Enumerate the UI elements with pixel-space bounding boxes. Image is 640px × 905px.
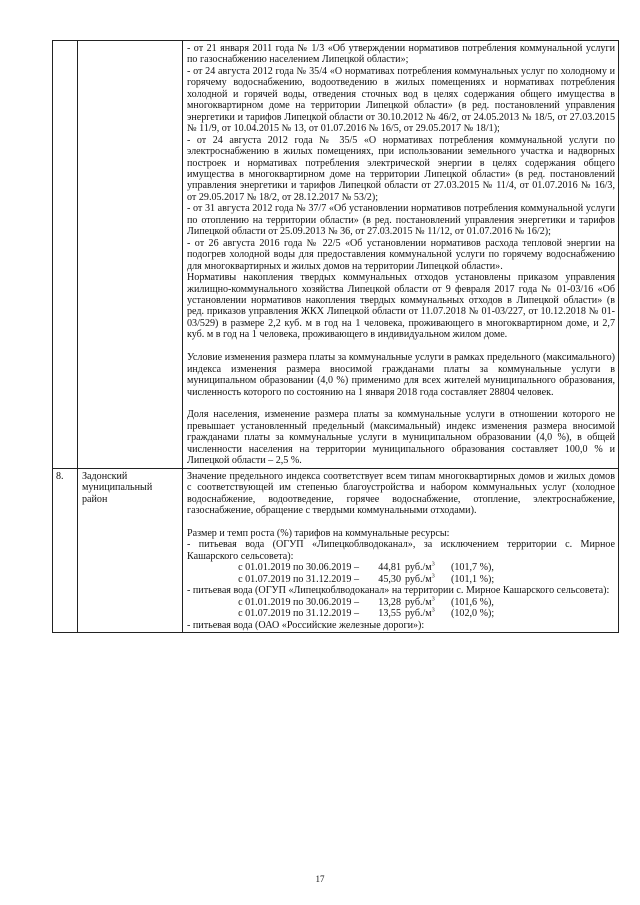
municipality-name-cell xyxy=(78,468,183,632)
rate-growth: (101,7 %), xyxy=(451,562,494,574)
tariff-rate-row xyxy=(187,608,615,619)
population-share-paragraph: Доля населения, изменение размера платы за коммунальные услуги в отношении которого не превышает установленный предельный (максимальный) индекс изменения размера вносимой гражданами платы за коммунальные услуги в муниципальном образовании (4,0 %), в общей численности населения на территории муниципального образования составляет 100,0 % и Липецкой области – 2,5 %. xyxy=(187,409,615,467)
regulation-item: - от 24 августа 2012 года № 35/5 «О нормативах потребления коммунальной услуги по электроснабжению в жилых помещениях, при использовании земельного участка и надворных построек и нормативах потребления электрической энергии в целях содержания общего имущества в многоквартирном доме на территории Липецкой области» (в ред. постановлений управления энергетики и тарифов Липецкой области от 27.03.2015 № 11/4, от 01.07.2016 № 16/3, от 29.05.2017 № 18/2, от 28.12.2017 № 53/2); xyxy=(187,134,615,203)
row-number-cell xyxy=(53,41,78,469)
table-row xyxy=(53,41,619,469)
waste-norms-paragraph: Нормативы накопления твердых коммунальных отходов установлены приказом управления жилищно-коммунального хозяйства Липецкой области от 9 февраля 2017 года № 01-03/16 «Об установлении нормативов накопления твердых коммунальных отходов в Липецкой области» (в ред. приказов управления ЖКХ Липецкой области от 11.07.2018 № 01-03/227, от 10.12.2018 № 01-03/529) в размере 2,2 куб. м в год на 1 человека, проживающего в многоквартирном доме, и 2,7 куб. м в год на 1 человека, проживающего в индивидуальном жилом доме. xyxy=(187,272,615,341)
rate-unit: $руб./м^3$ xyxy=(405,607,435,620)
rate-unit: $руб./м^3$ xyxy=(405,596,435,608)
rate-period: с 01.07.2019 по 31.12.2019 – xyxy=(238,573,359,585)
rate-unit: $руб./м^3$ xyxy=(405,573,435,585)
tariff-group-label: - питьевая вода (ОГУП «Липецкоблводоканал» на территории с. Мирное Кашарского сельсовета): xyxy=(187,585,610,597)
rate-value: 45,30 xyxy=(378,573,401,585)
description-cell xyxy=(183,41,619,469)
tariff-rate-row xyxy=(187,597,615,608)
rate-growth: (102,0 %); xyxy=(451,608,495,620)
tariff-rate-row xyxy=(187,562,615,573)
index-intro-paragraph: Значение предельного индекса соответствует всем типам многоквартирных домов и жилых домов с соответствующей им степенью благоустройства и набором коммунальных услуг (холодное водоснабжение, водоотведение, горячее водоснабжение, отопление, электроснабжение, газоснабжение, обращение с твердыми коммунальными отходами). xyxy=(187,470,615,517)
municipality-name: Задонский муниципальный район xyxy=(82,470,153,505)
description-text xyxy=(183,469,618,632)
rate-unit: $руб./м^3$ xyxy=(405,561,435,574)
rate-value: 13,55 xyxy=(378,608,401,620)
municipality-name-cell xyxy=(78,41,183,469)
page-number: 17 xyxy=(315,874,325,884)
rate-value: 44,81 xyxy=(378,562,401,574)
rate-period: с 01.07.2019 по 31.12.2019 – xyxy=(238,608,359,620)
tariff-group-label: - питьевая вода (ОГУП «Липецкоблводоканал», за исключением территории с. Мирное Кашарского сельсовета): xyxy=(187,539,615,562)
municipal-table xyxy=(52,40,619,633)
rate-growth: (101,1 %); xyxy=(451,573,495,585)
row-number: 8. xyxy=(56,470,64,482)
regulation-item: - от 24 августа 2012 года № 35/4 «О нормативах потребления коммунальных услуг по холодному и горячему водоснабжению, водоотведению в жилых помещениях и нормативах потребления холодной и горячей воды, отведения сточных вод в целях содержания общего имущества в многоквартирном доме на территории Липецкой области» (в ред. постановлений управления энергетики и тарифов Липецкой области от 30.10.2012 № 46/2, от 24.05.2013 № 18/5, от 27.03.2015 № 11/9, от 10.04.2015 № 13, от 01.07.2016 № 16/5, от 29.05.2017 № 18/1); xyxy=(187,65,615,135)
regulation-item: - от 26 августа 2016 года № 22/5 «Об установлении нормативов расхода тепловой энергии на подогрев холодной воды для предоставления коммунальной услуги по горячему водоснабжению для многоквартирных и жилых домов на территории Липецкой области». xyxy=(187,237,615,272)
rate-period: с 01.01.2019 по 30.06.2019 – xyxy=(238,562,359,574)
tariff-group-label: - питьевая вода (ОАО «Российские железные дороги»): xyxy=(187,619,425,631)
tariff-rate-row xyxy=(187,574,615,585)
description-text xyxy=(183,41,618,468)
description-cell xyxy=(183,468,619,632)
tariff-title: Размер и темп роста (%) тарифов на коммунальные ресурсы: xyxy=(187,527,450,539)
rate-value: 13,28 xyxy=(378,596,401,608)
regulation-item: - от 31 августа 2012 года № 37/7 «Об установлении нормативов потребления коммунальной услуги по отоплению на территории области» (в ред. постановлений управления энергетики и тарифов Липецкой области от 25.09.2013 № 36, от 27.03.2015 № 11/12, от 01.07.2016 № 16/2); xyxy=(187,203,615,238)
regulation-item: - от 21 января 2011 года № 1/3 «Об утверждении нормативов потребления коммунальной услуги по газоснабжению населением Липецкой области»; xyxy=(187,43,615,66)
table-row xyxy=(53,468,619,632)
row-number-cell xyxy=(53,468,78,632)
rate-growth: (101,6 %), xyxy=(451,596,494,608)
condition-paragraph: Условие изменения размера платы за коммунальные услуги в рамках предельного (максимального) индекса изменения размера вносимой гражданами платы за коммунальные услуги в муниципальном образовании (4,0 %) применимо для всех жителей муниципального образования, численность которого по состоянию на 1 января 2018 года составляет 28804 человек. xyxy=(187,352,615,398)
rate-period: с 01.01.2019 по 30.06.2019 – xyxy=(238,596,359,608)
